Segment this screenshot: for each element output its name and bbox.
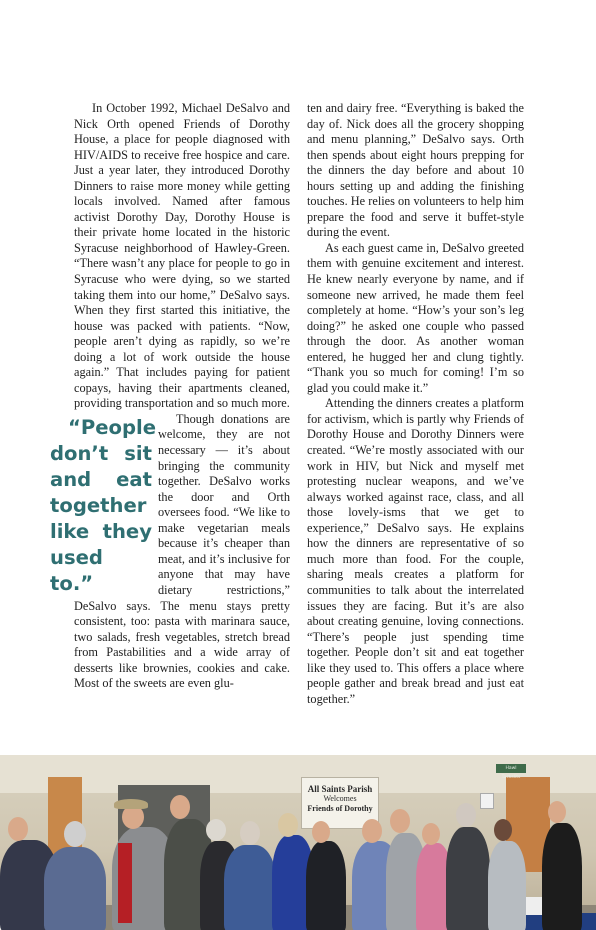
person-head	[206, 819, 226, 841]
article-paragraph-text: Though donations are welcome, they are not necessary — it’s about bringing the community together. DeSalvo works the door and Orth oversees food. “We like to make vegetarian meals because it’s cheaper than meat, and it’s inclusive for anyone that may have dietary restrictions,” DeSalvo says. The menu stays pretty consistent, too: pasta with marinara sauce, two salads, fresh vegetables, stretch bread from Pastabilities and a wide array of desserts like brownies, cookies and cake. Most of the sweets are even glu-	[74, 411, 290, 691]
person-head	[64, 821, 86, 847]
person-head	[170, 795, 190, 819]
person-head	[494, 819, 512, 841]
person	[306, 841, 346, 930]
person	[488, 841, 526, 930]
sign-line: Friends of Dorothy	[307, 804, 373, 813]
person	[446, 827, 490, 930]
person-head	[548, 801, 566, 823]
person	[44, 847, 106, 930]
article-paragraph: Attending the dinners creates a platform for activism, which is partly why Friends of Dorothy House and Dorothy Dinners were created. “We’re mostly associated with our work in HIV, but Nick and myself met protesting nuclear weapons, and we’ve always worked against race, class, and all those lovely-isms that we get to experience,” DeSalvo says. He explains how the dinners are representative of so much more than food. For the couple, sharing meals creates a platform for communities to talk about the interrelated issues they are facing. But it’s are also about creating genuine, loving connections. “There’s people just spending time together. People don’t sit and eat together like they used to. This offers a place where people gather and break bread and just eat together.”	[307, 396, 524, 706]
article-paragraph: In October 1992, Michael DeSalvo and Nick Orth opened Friends of Dorothy House, a place for people diagnosed with HIV/AIDS to receive free hospice and care. Just a year later, they introduced Dorothy Dinners to raise more money while getting locals involved. Named after famous activist Dorothy Day, Dorothy House is their private home located in the historic Syracuse neighborhood of Hawley-Green. “There wasn’t any place for people to go in Syracuse who were dying, so we started taking them into our home,” DeSalvo says. When they first started this initiative, the house was packed with patients. “Now, people aren’t dying as rapidly, so we’re doing a lot of work outside the house again.” That includes paying for patient copays, having their apartments cleaned, providing transportation and so much more.	[74, 101, 290, 411]
article-column-left	[50, 101, 290, 692]
sign-line: Welcomes	[323, 794, 357, 803]
article-paragraph: As each guest came in, DeSalvo greeted them with genuine excitement and interest. He knew nearly everyone by name, and if someone new arrived, he made them feel completely at home. “How’s your son’s leg doing?” he asked one couple who passed through the door. As another woman entered, he hugged her and clung tightly. “Thank you so much for coming! I’m so glad you could make it.”	[307, 240, 524, 395]
person-head	[278, 813, 298, 837]
article-column-right	[307, 101, 524, 707]
sign-line: All Saints Parish	[307, 784, 373, 794]
article-paragraph: ten and dairy free. “Everything is baked the day of. Nick does all the grocery shopping and menu planning,” DeSalvo says. Orth then spends about eight hours prepping for the dinners the day before and about 10 hours setting up and adding the finishing touches. He relies on volunteers to help him prepare the food and serve it buffet-style during the event.	[307, 101, 524, 240]
article-paragraph	[50, 411, 290, 692]
person-head	[362, 819, 382, 843]
person-head	[312, 821, 330, 843]
wall-notice	[480, 793, 494, 809]
person-head	[390, 809, 410, 833]
red-shirt	[118, 843, 132, 923]
person-head	[456, 803, 476, 827]
person-head	[240, 821, 260, 845]
event-photo	[0, 755, 596, 930]
person	[224, 845, 276, 930]
person-head	[8, 817, 28, 841]
hat	[114, 799, 148, 809]
room-sign: Hawl Tackslits	[496, 764, 526, 773]
person	[542, 823, 582, 930]
pull-quote: “People don’t sit and eat together like they used to.”	[50, 415, 157, 595]
person-head	[422, 823, 440, 845]
